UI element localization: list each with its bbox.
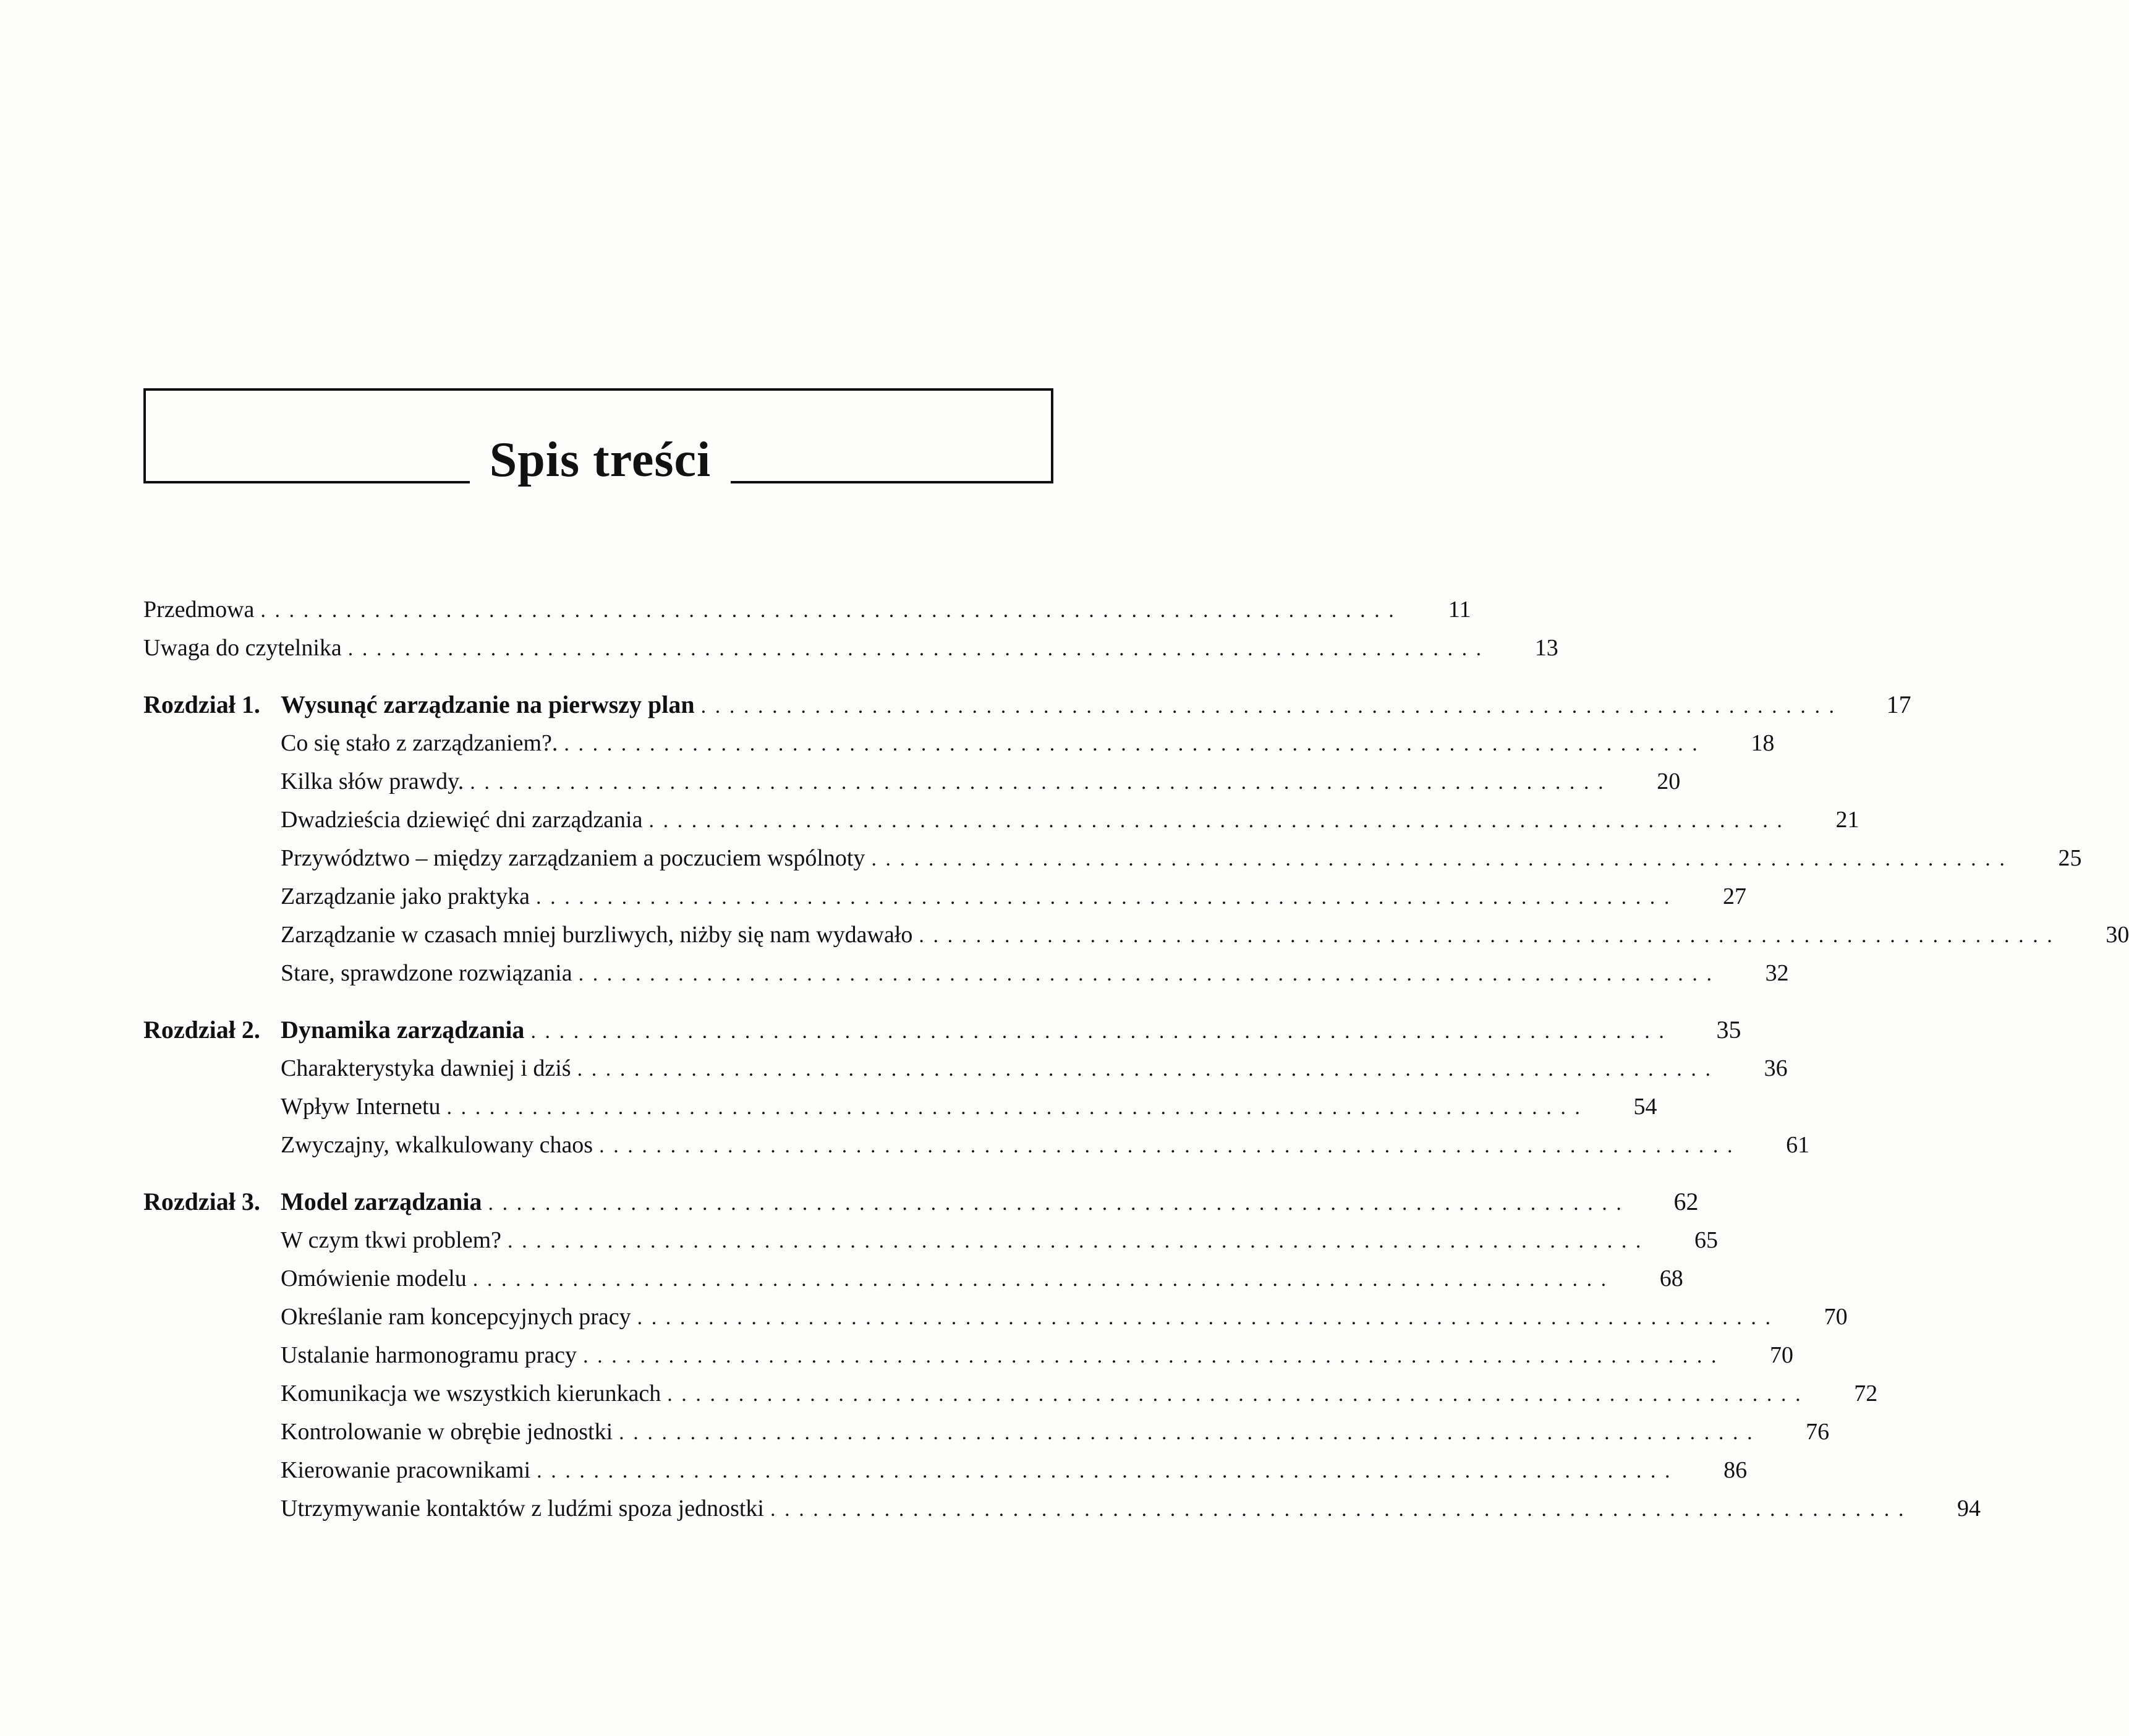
entry-page: 35 xyxy=(1716,1016,1741,1044)
toc-section xyxy=(143,1413,1830,1451)
entry-label: Zarządzanie w czasach mniej burzliwych, niżby się nam wydawało xyxy=(281,922,913,948)
entry-page: 86 xyxy=(1723,1457,1748,1483)
entry-label: Zwyczajny, wkalkulowany chaos xyxy=(281,1132,593,1158)
toc-chapter-1 xyxy=(143,686,1911,724)
page-title: Spis treści xyxy=(489,433,712,487)
dot-leader: ................................................................................ xyxy=(472,1268,1615,1291)
entry-label: Kierowanie pracownikami xyxy=(281,1457,531,1483)
entry-label: Określanie ram koncepcyjnych pracy xyxy=(281,1304,631,1330)
dot-leader: ................................................................................ xyxy=(648,809,1791,832)
entry-page: 94 xyxy=(1957,1496,1981,1521)
entry-page: 20 xyxy=(1657,768,1681,794)
toc-section xyxy=(143,1126,1810,1164)
entry-page: 61 xyxy=(1786,1132,1810,1158)
dot-leader: ................................................................................ xyxy=(871,848,2014,870)
title-rule-right xyxy=(731,481,1053,483)
toc-section xyxy=(143,1374,1878,1413)
dot-leader: ................................................................................ xyxy=(446,1096,1589,1119)
entry-label: Zarządzanie jako praktyka xyxy=(281,883,530,909)
entry-label: Omówienie modelu xyxy=(281,1266,467,1291)
entry-page: 62 xyxy=(1673,1188,1699,1215)
entry-label: Uwaga do czytelnika xyxy=(143,635,342,661)
chapter-title: Model zarządzania xyxy=(281,1188,482,1215)
dot-leader: ................................................................................ xyxy=(583,1345,1726,1368)
entry-label: Co się stało z zarządzaniem?. xyxy=(281,730,558,756)
entry-label: Komunikacja we wszystkich kierunkach xyxy=(281,1381,661,1406)
entry-label: Stare, sprawdzone rozwiązania xyxy=(281,960,572,986)
entry-page: 32 xyxy=(1765,960,1789,986)
entry-page: 11 xyxy=(1448,597,1471,623)
chapter-title: Dynamika zarządzania xyxy=(281,1016,525,1044)
entry-label: Charakterystyka dawniej i dziś xyxy=(281,1055,571,1081)
dot-leader: ................................................................................ xyxy=(637,1306,1780,1329)
entry-label: Kilka słów prawdy. xyxy=(281,768,464,794)
entry-page: 70 xyxy=(1770,1342,1794,1368)
entry-page: 70 xyxy=(1824,1304,1848,1330)
entry-label: Przedmowa xyxy=(143,597,255,623)
chapter-title: Wysunąć zarządzanie na pierwszy plan xyxy=(281,691,695,718)
dot-leader: ................................................................................ xyxy=(577,1058,1720,1081)
dot-leader: ................................................................................ xyxy=(919,924,2062,947)
entry-page: 72 xyxy=(1854,1381,1878,1406)
toc-section xyxy=(143,762,1681,801)
dot-leader: ................................................................................ xyxy=(537,1460,1680,1483)
entry-label: Wpływ Internetu xyxy=(281,1094,441,1120)
entry-page: 25 xyxy=(2058,845,2082,871)
toc-section xyxy=(143,801,1859,839)
toc-chapter-3 xyxy=(143,1183,1699,1221)
chapter-prefix: Rozdział 2. xyxy=(143,1016,260,1044)
chapter-prefix: Rozdział 1. xyxy=(143,691,260,718)
entry-page: 18 xyxy=(1751,730,1775,756)
entry-label: Dwadzieścia dziewięć dni zarządzania xyxy=(281,807,643,833)
dot-leader: ................................................................................ xyxy=(564,733,1707,755)
dot-leader: ................................................................................ xyxy=(667,1383,1810,1406)
toc-section xyxy=(143,1087,1657,1126)
dot-leader: ................................................................................ xyxy=(260,599,1403,622)
dot-leader: ................................................................................ xyxy=(530,1020,1673,1043)
dot-leader: ................................................................................ xyxy=(619,1421,1762,1444)
entry-label: Przywództwo – między zarządzaniem a poczuciem wspólnoty xyxy=(281,845,865,871)
chapter-prefix: Rozdział 3. xyxy=(143,1188,260,1215)
entry-label: Ustalanie harmonogramu pracy xyxy=(281,1342,577,1368)
toc-entry-front xyxy=(143,590,1471,629)
entry-label: Utrzymywanie kontaktów z ludźmi spoza jednostki xyxy=(281,1496,764,1521)
dot-leader: ................................................................................ xyxy=(578,963,1721,985)
toc-section xyxy=(143,1049,1788,1087)
toc-section xyxy=(143,954,1789,992)
entry-page: 13 xyxy=(1534,635,1558,661)
toc-section xyxy=(143,1451,1748,1489)
toc-entry-front xyxy=(143,629,1558,667)
toc-section xyxy=(143,1259,1683,1298)
toc-section xyxy=(143,1221,1719,1259)
entry-page: 65 xyxy=(1694,1227,1719,1253)
title-rule-left xyxy=(143,481,470,483)
dot-leader: ................................................................................ xyxy=(508,1230,1651,1253)
dot-leader: ................................................................................ xyxy=(770,1498,1913,1521)
entry-page: 30 xyxy=(2106,922,2129,948)
entry-page: 36 xyxy=(1764,1055,1788,1081)
dot-leader: ................................................................................ xyxy=(536,886,1678,909)
dot-leader: ................................................................................ xyxy=(347,637,1490,660)
toc-section xyxy=(143,1489,1981,1528)
entry-label: W czym tkwi problem? xyxy=(281,1227,502,1253)
toc-chapter-2 xyxy=(143,1011,1741,1049)
entry-label: Kontrolowanie w obrębie jednostki xyxy=(281,1419,613,1445)
entry-page: 17 xyxy=(1886,691,1911,718)
dot-leader: ................................................................................ xyxy=(470,771,1613,794)
toc-section xyxy=(143,1336,1794,1374)
dot-leader: ................................................................................ xyxy=(488,1192,1631,1215)
entry-page: 21 xyxy=(1835,807,1859,833)
dot-leader: ................................................................................ xyxy=(599,1134,1742,1157)
entry-page: 68 xyxy=(1659,1266,1683,1291)
dot-leader: ................................................................................ xyxy=(700,695,1843,718)
entry-page: 76 xyxy=(1806,1419,1830,1445)
entry-page: 54 xyxy=(1633,1094,1657,1120)
table-of-contents xyxy=(143,590,2129,1528)
entry-page: 27 xyxy=(1723,883,1746,909)
toc-section xyxy=(143,916,2129,954)
toc-section xyxy=(143,877,1746,916)
toc-section xyxy=(143,1298,1848,1336)
toc-section xyxy=(143,839,2082,877)
toc-section xyxy=(143,724,1775,762)
